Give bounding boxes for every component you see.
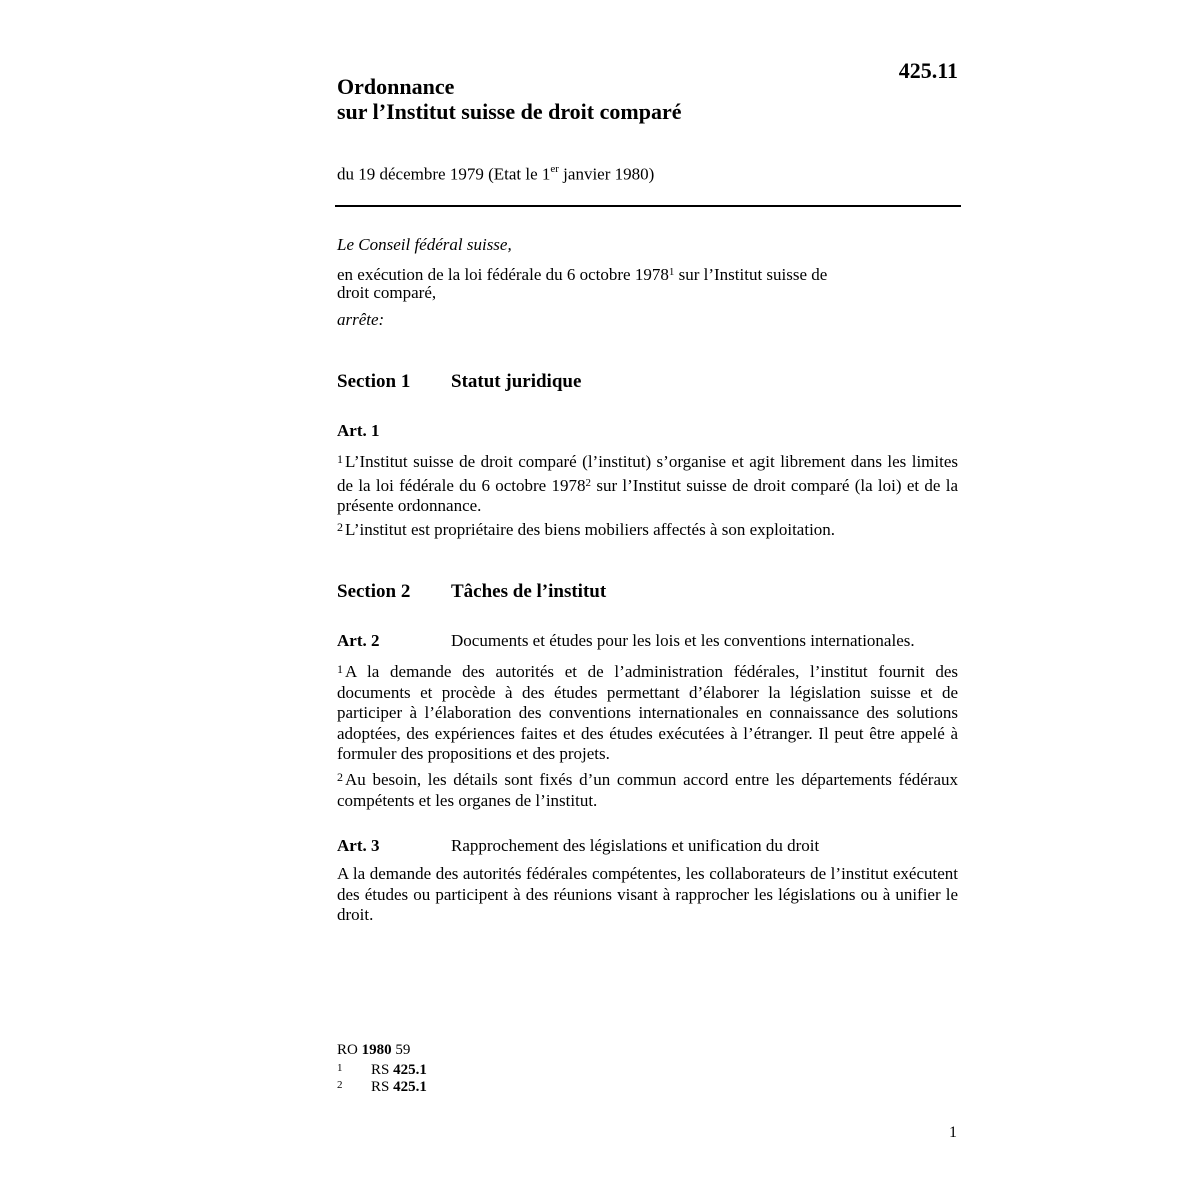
ro-prefix: RO (337, 1042, 362, 1058)
date-suffix: janvier 1980) (558, 164, 655, 184)
article-1-paragraph-1 (337, 449, 958, 517)
article-1-heading (337, 421, 451, 441)
preamble-text: en exécution de la loi fédérale du 6 octobre 1978 (337, 265, 669, 284)
footnote-2 (337, 1079, 427, 1096)
footnote-mark: 2 (337, 1079, 343, 1091)
footnote-ref[interactable]: 425.1 (393, 1062, 427, 1078)
date-line (337, 164, 654, 185)
article-2-heading (337, 631, 915, 651)
footnote-prefix: RS (371, 1062, 394, 1078)
section-number: Section 1 (337, 371, 411, 392)
article-title: Rapprochement des législations et unification du droit (451, 836, 820, 855)
paragraph-text: A la demande des autorités et de l’administration fédérales, l’institut fournit des documents et procède à des études permettant d’élaborer la législation suisse et de participer à l’élaboration des conventions internationales en connaissance des solutions adoptées, des expériences faites et des études exécutées à l’étranger. Il peut être appelé à formuler des propositions et des projets. (337, 662, 958, 763)
header-divider (335, 205, 961, 207)
section-title: Tâches de l’institut (451, 581, 607, 602)
footnote-mark: 1 (337, 1062, 343, 1074)
section-2-heading (337, 581, 606, 603)
section-title: Statut juridique (451, 371, 582, 392)
paragraph-number: 1 (337, 662, 343, 676)
footnote-ref-2[interactable]: 2 (585, 476, 592, 489)
footnote-ref[interactable]: 425.1 (393, 1079, 427, 1095)
article-3-heading (337, 836, 819, 856)
article-3-paragraph-1: A la demande des autorités fédérales compétentes, les collaborateurs de l’institut exécutent des études ou participent à des réunions visant à rapprocher les législations ou à unifier le droit. (337, 864, 958, 924)
date-prefix: du 19 décembre 1979 (Etat le 1 (337, 164, 551, 184)
paragraph-number: 1 (337, 452, 343, 466)
footnote-ref-1[interactable]: 1 (668, 266, 675, 278)
paragraph-text-end: sur l’Institut suisse de droit comparé (la loi) et de la présente ordonnance. (337, 475, 958, 515)
document-title-line1: Ordonnance (337, 74, 455, 99)
paragraph-number: 2 (337, 520, 343, 534)
ro-year: 1980 (361, 1042, 392, 1058)
ro-reference (337, 1042, 410, 1059)
paragraph-text: L’Institut suisse de droit comparé (l’institut) s’organise et agit librement dans les limites de la loi fédérale du 6 octobre 1978 (337, 452, 958, 495)
paragraph-number: 2 (337, 770, 343, 784)
sr-number: 425.11 (898, 58, 958, 83)
article-label: Art. 1 (337, 421, 380, 440)
preamble-council: Le Conseil fédéral suisse, (337, 235, 512, 254)
preamble-line1 (337, 262, 897, 286)
footnote-1 (337, 1062, 427, 1079)
article-2-paragraph-2 (337, 767, 958, 811)
article-label: Art. 2 (337, 631, 380, 650)
paragraph-text: Au besoin, les détails sont fixés d’un commun accord entre les départements fédéraux compétents et les organes de l’institut. (337, 770, 958, 810)
preamble-line2: droit comparé, (337, 283, 437, 302)
article-1-paragraph-2 (337, 517, 958, 541)
footnote-prefix: RS (371, 1079, 394, 1095)
article-label: Art. 3 (337, 836, 380, 855)
preamble-text-end: sur l’Institut suisse de (674, 265, 828, 284)
article-2-paragraph-1 (337, 659, 958, 765)
paragraph-text: L’institut est propriétaire des biens mobiliers affectés à son exploitation. (345, 520, 836, 539)
preamble-decree: arrête: (337, 310, 385, 329)
page-number: 1 (949, 1124, 957, 1141)
section-number: Section 2 (337, 581, 411, 602)
section-1-heading (337, 371, 581, 393)
date-superscript: er (550, 163, 559, 175)
document-title-line2: sur l’Institut suisse de droit comparé (337, 99, 682, 124)
ro-page: 59 (391, 1042, 411, 1058)
article-title: Documents et études pour les lois et les conventions internationales. (451, 631, 915, 650)
